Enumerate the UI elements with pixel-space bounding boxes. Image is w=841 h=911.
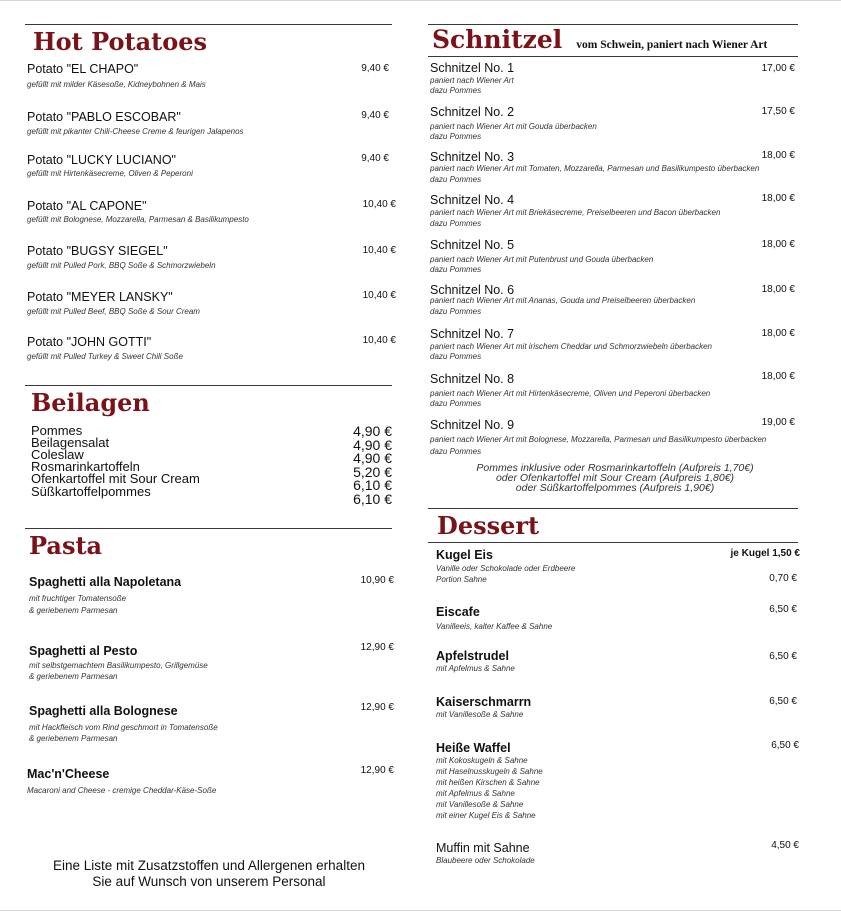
menu-item-desc: mit Apfelmus & Sahne: [436, 664, 515, 673]
menu-item-desc: gefüllt mit Pulled Beef, BBQ Soße & Sour Cream: [27, 307, 200, 316]
side-option-note-1: Pommes inklusive oder Rosmarinkartoffeln (Aufpreis 1,70€): [476, 462, 754, 474]
menu-item-desc: Blaubeere oder Schokolade: [436, 856, 535, 865]
menu-item-price: 18,00 €: [761, 371, 795, 382]
menu-item-desc: dazu Pommes: [430, 447, 482, 456]
menu-item-desc: dazu Pommes: [430, 132, 482, 141]
allergen-notice-line1: Eine Liste mit Zusatzstoffen und Allergenen erhalten: [53, 858, 365, 873]
menu-item-desc: mit Kokoskugeln & Sahne: [436, 756, 528, 765]
dessert-underline: [428, 542, 798, 543]
menu-item-desc: mit einer Kugel Eis & Sahne: [436, 811, 536, 820]
beilagen-rule: [25, 385, 392, 386]
schnitzel-underline: [428, 56, 798, 57]
menu-item-name: Potato "PABLO ESCOBAR": [27, 110, 181, 124]
menu-item-desc: mit Hackfleisch vom Rind geschmort in Tomatensoße: [29, 723, 218, 732]
menu-item-price: 6,50 €: [769, 696, 797, 707]
menu-item-desc: paniert nach Wiener Art mit Gouda überbacken: [430, 122, 597, 131]
schnitzel-title: Schnitzel: [432, 25, 563, 54]
menu-item-price: 10,40 €: [362, 199, 396, 210]
pasta-rule: [25, 528, 392, 529]
menu-item-desc: gefüllt mit Bolognese, Mozzarella, Parmesan & Basilikumpesto: [27, 215, 249, 224]
menu-item-name: Spaghetti alla Bolognese: [29, 704, 178, 718]
hot-potatoes-rule: [25, 24, 392, 25]
menu-item-name: Apfelstrudel: [436, 649, 509, 663]
menu-item-price: 18,00 €: [761, 193, 795, 204]
menu-item-price: je Kugel 1,50 €: [730, 548, 800, 559]
page-top-border: [0, 0, 841, 1]
menu-item-desc: gefüllt mit milder Käsesoße, Kidneybohnen & Mais: [27, 80, 206, 89]
menu-item-name: Potato "BUGSY SIEGEL": [27, 244, 168, 258]
menu-item-name: Schnitzel No. 2: [430, 105, 515, 119]
menu-item-desc: paniert nach Wiener Art mit Hirtenkäsecreme, Oliven und Peperoni überbacken: [430, 389, 711, 398]
menu-item-price: 18,00 €: [761, 239, 795, 250]
menu-item-name: Schnitzel No. 7: [430, 327, 515, 341]
menu-item-price: 6,50 €: [771, 740, 799, 751]
side-option-note-3: oder Süßkartoffelpommes (Aufpreis 1,90€): [515, 482, 715, 494]
menu-item-desc: mit Haselnusskugeln & Sahne: [436, 767, 543, 776]
side-item-price: 6,10 €: [353, 477, 392, 493]
menu-item-price-extra: 0,70 €: [769, 573, 797, 584]
menu-item-name: Potato "AL CAPONE": [27, 199, 147, 213]
menu-item-desc: dazu Pommes: [430, 175, 482, 184]
menu-item-price: 12,90 €: [360, 765, 394, 776]
menu-item-price: 18,00 €: [761, 150, 795, 161]
menu-item-desc: dazu Pommes: [430, 219, 482, 228]
menu-item-desc: mit heißen Kirschen & Sahne: [436, 778, 540, 787]
side-item-price: 4,90 €: [353, 436, 392, 453]
menu-item-name: Potato "LUCKY LUCIANO": [27, 153, 176, 167]
menu-item-desc: paniert nach Wiener Art: [430, 76, 514, 85]
menu-item-price: 18,00 €: [761, 328, 795, 339]
menu-item-price: 19,00 €: [761, 417, 795, 428]
menu-item-desc: dazu Pommes: [430, 399, 482, 408]
menu-item-name: Eiscafe: [436, 605, 480, 619]
schnitzel-subtitle: vom Schwein, paniert nach Wiener Art: [576, 39, 768, 51]
side-item-price: 6,10 €: [353, 490, 392, 507]
schnitzel-heading: [432, 26, 767, 59]
menu-item-price: 17,00 €: [761, 63, 795, 74]
menu-item-desc: mit Vanillesoße & Sahne: [436, 710, 524, 719]
side-item-name: Coleslaw: [31, 447, 84, 462]
menu-item-price: 10,90 €: [360, 575, 394, 586]
menu-item-desc: dazu Pommes: [430, 265, 482, 274]
menu-item-desc: paniert nach Wiener Art mit Ananas, Gouda und Preiselbeeren überbacken: [430, 296, 696, 305]
hot-potatoes-heading: Hot Potatoes: [33, 27, 208, 56]
side-item-price: 5,20 €: [353, 463, 392, 480]
menu-item-price: 9,40 €: [361, 63, 389, 74]
menu-item-desc: dazu Pommes: [430, 307, 482, 316]
menu-item-name: Spaghetti al Pesto: [29, 644, 138, 658]
menu-item-price: 6,50 €: [769, 651, 797, 662]
menu-item-price: 10,40 €: [362, 335, 396, 346]
menu-item-name: Schnitzel No. 1: [430, 61, 515, 75]
side-item-name: Ofenkartoffel mit Sour Cream: [31, 471, 200, 486]
menu-item-desc: & geriebenem Parmesan: [29, 734, 118, 743]
menu-item-price: 4,50 €: [771, 840, 799, 851]
side-option-note-2: oder Ofenkartoffel mit Sour Cream (Aufpreis 1,80€): [495, 472, 735, 484]
menu-item-desc: paniert nach Wiener Art mit Bolognese, Mozzarella, Parmesan und Basilikumpesto überbacken: [430, 435, 767, 444]
dessert-rule: [428, 508, 798, 509]
menu-item-desc: mit fruchtiger Tomatensoße: [29, 594, 127, 603]
dessert-heading: Dessert: [437, 511, 540, 540]
menu-item-desc: mit Apfelmus & Sahne: [436, 789, 515, 798]
menu-item-price: 12,90 €: [360, 702, 394, 713]
side-item-price: 4,90 €: [353, 450, 392, 466]
menu-item-desc: Macaroni and Cheese - cremige Cheddar-Käse-Soße: [27, 786, 217, 795]
menu-item-name: Schnitzel No. 9: [430, 418, 515, 432]
menu-item-price: 9,40 €: [361, 153, 389, 164]
menu-item-desc: paniert nach Wiener Art mit Tomaten, Mozzarella, Parmesan und Basilikumpesto überbacken: [430, 164, 760, 173]
menu-item-desc: & geriebenem Parmesan: [29, 606, 118, 615]
menu-item-price: 6,50 €: [769, 604, 797, 615]
menu-item-name: Kugel Eis: [436, 548, 493, 562]
menu-item-name: Potato "JOHN GOTTI": [27, 335, 152, 349]
menu-item-desc: paniert nach Wiener Art mit irischem Cheddar und Schmorzwiebeln überbacken: [430, 342, 712, 351]
menu-item-desc: gefüllt mit Hirtenkäsecreme, Oliven & Peperoni: [27, 169, 193, 178]
menu-item-price: 9,40 €: [361, 110, 389, 121]
menu-item-desc: dazu Pommes: [430, 86, 482, 95]
menu-item-name: Schnitzel No. 3: [430, 150, 515, 164]
menu-item-name: Schnitzel No. 4: [430, 193, 515, 207]
menu-item-desc: gefüllt mit Pulled Pork, BBQ Soße & Schmorzwiebeln: [27, 261, 216, 270]
menu-item-price: 10,40 €: [362, 245, 396, 256]
menu-item-desc: gefüllt mit Pulled Turkey & Sweet Chili Soße: [27, 352, 183, 361]
menu-item-name: Kaiserschmarrn: [436, 695, 532, 709]
menu-item-desc: & geriebenem Parmesan: [29, 672, 118, 681]
menu-item-desc: mit Vanillesoße & Sahne: [436, 800, 524, 809]
menu-item-desc: dazu Pommes: [430, 352, 482, 361]
menu-item-desc: mit selbstgemachtem Basilikumpesto, Grillgemüse: [29, 661, 208, 670]
menu-item-name: Schnitzel No. 6: [430, 283, 515, 297]
menu-item-desc: paniert nach Wiener Art mit Briekäsecreme, Preiselbeeren und Bacon überbacken: [430, 208, 721, 217]
menu-item-name: Schnitzel No. 8: [430, 372, 515, 386]
pasta-heading: Pasta: [29, 531, 103, 560]
menu-item-name: Potato "EL CHAPO": [27, 62, 139, 76]
menu-item-desc: gefüllt mit pikanter Chili-Cheese Creme & feurigen Jalapenos: [27, 127, 244, 136]
side-item-name: Süßkartoffelpommes: [31, 484, 151, 499]
side-item-name: Rosmarinkartoffeln: [31, 459, 140, 474]
menu-item-desc: Vanille oder Schokolade oder Erdbeere: [436, 564, 576, 573]
menu-item-price: 12,90 €: [360, 642, 394, 653]
menu-item-name: Schnitzel No. 5: [430, 238, 515, 252]
menu-item-name: Heiße Waffel: [436, 741, 511, 755]
menu-item-name: Mac'n'Cheese: [27, 767, 110, 781]
side-item-name: Beilagensalat: [31, 435, 110, 450]
menu-item-name: Potato "MEYER LANSKY": [27, 290, 173, 304]
menu-item-name: Spaghetti alla Napoletana: [29, 575, 182, 589]
side-item-name: Pommes: [31, 423, 83, 438]
allergen-notice-line2: Sie auf Wunsch von unserem Personal: [92, 874, 326, 889]
beilagen-heading: Beilagen: [31, 388, 150, 417]
menu-item-price: 17,50 €: [761, 106, 795, 117]
menu-item-desc: paniert nach Wiener Art mit Putenbrust und Gouda überbacken: [430, 255, 654, 264]
menu-item-desc: Portion Sahne: [436, 575, 487, 584]
menu-item-name: Muffin mit Sahne: [436, 841, 530, 855]
side-item-price: 4,90 €: [353, 423, 392, 439]
menu-item-price: 18,00 €: [761, 284, 795, 295]
menu-item-desc: Vanilleeis, kalter Kaffee & Sahne: [436, 622, 553, 631]
menu-item-price: 10,40 €: [362, 290, 396, 301]
